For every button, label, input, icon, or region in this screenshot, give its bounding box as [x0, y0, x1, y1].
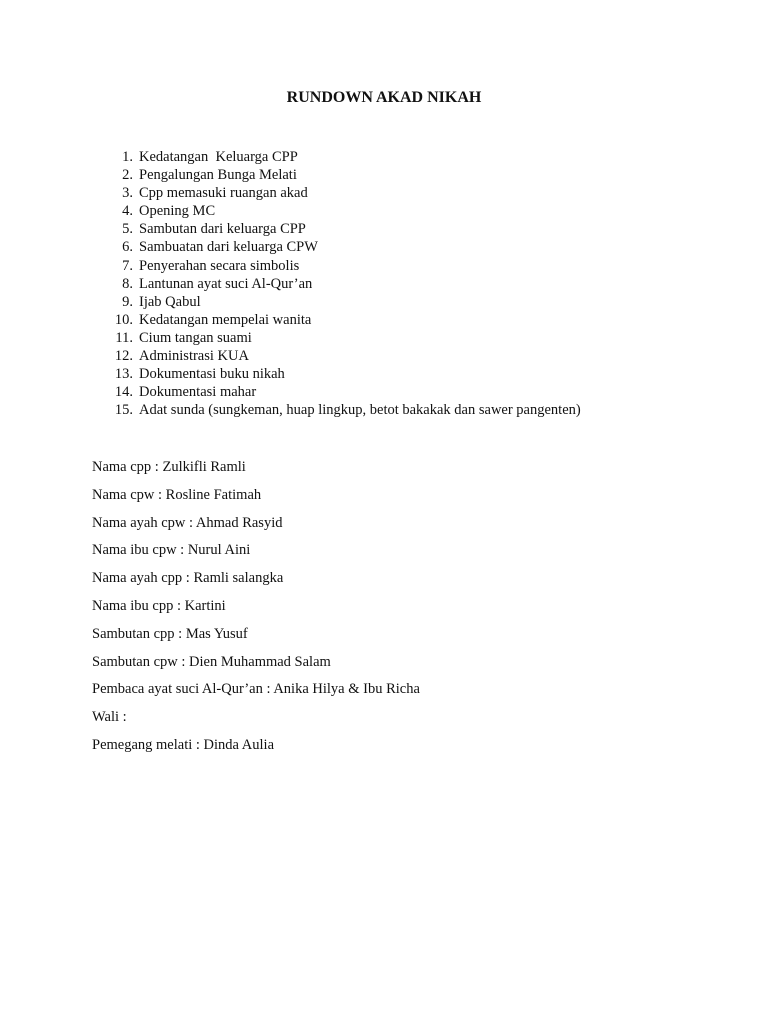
rundown-item-number: 9.	[122, 293, 133, 310]
info-sambutan-cpp: Sambutan cpp : Mas Yusuf	[92, 625, 248, 642]
rundown-item	[108, 329, 581, 347]
rundown-item	[108, 148, 581, 166]
rundown-item	[108, 401, 581, 419]
rundown-item-text: Sambutan dari keluarga CPP	[139, 221, 306, 238]
info-nama-ibu-cpp: Nama ibu cpp : Kartini	[92, 597, 226, 614]
rundown-item	[108, 311, 581, 329]
info-sambutan-cpw: Sambutan cpw : Dien Muhammad Salam	[92, 653, 331, 670]
rundown-item-number: 7.	[122, 257, 133, 274]
rundown-item-text: Cium tangan suami	[139, 329, 252, 346]
rundown-item	[108, 166, 581, 184]
info-nama-ayah-cpw: Nama ayah cpw : Ahmad Rasyid	[92, 514, 283, 531]
rundown-item-text: Kedatangan mempelai wanita	[139, 311, 312, 328]
rundown-item-number: 3.	[122, 185, 133, 202]
rundown-item-number: 12.	[114, 348, 133, 365]
rundown-item-text: Cpp memasuki ruangan akad	[139, 185, 308, 202]
info-nama-cpw: Nama cpw : Rosline Fatimah	[92, 486, 262, 503]
participants-info	[92, 457, 420, 763]
rundown-item-number: 5.	[122, 221, 133, 238]
rundown-item	[108, 347, 581, 365]
info-pembaca-ayat: Pembaca ayat suci Al-Qur’an : Anika Hilya & Ibu Richa	[92, 681, 420, 698]
rundown-item-number: 2.	[122, 167, 133, 184]
rundown-item	[108, 220, 581, 238]
info-nama-cpp: Nama cpp : Zulkifli Ramli	[92, 459, 246, 475]
info-pemegang-melati: Pemegang melati : Dinda Aulia	[92, 736, 275, 753]
rundown-item-number: 11.	[115, 329, 133, 346]
info-nama-ibu-cpw: Nama ibu cpw : Nurul Aini	[92, 542, 251, 559]
info-nama-ayah-cpp: Nama ayah cpp : Ramli salangka	[92, 570, 284, 587]
rundown-item-text: Lantunan ayat suci Al-Qur’an	[139, 275, 313, 292]
rundown-item-number: 13.	[114, 366, 133, 383]
rundown-item-number: 4.	[122, 203, 133, 220]
rundown-item	[108, 293, 581, 311]
rundown-item	[108, 184, 581, 202]
document-title: RUNDOWN AKAD NIKAH	[286, 89, 482, 106]
rundown-item	[108, 238, 581, 256]
rundown-item-number: 10.	[114, 311, 133, 328]
rundown-item-text: Kedatangan Keluarga CPP	[139, 149, 298, 165]
rundown-item-text: Dokumentasi mahar	[139, 384, 257, 401]
rundown-item-text: Penyerahan secara simbolis	[139, 257, 300, 274]
rundown-item	[108, 257, 581, 275]
rundown-item	[108, 202, 581, 220]
rundown-item-text: Adat sunda (sungkeman, huap lingkup, betot bakakak dan sawer pangenten)	[139, 402, 581, 419]
rundown-item-number: 6.	[122, 239, 133, 256]
rundown-item-text: Sambuatan dari keluarga CPW	[139, 239, 318, 256]
rundown-item-text: Administrasi KUA	[139, 348, 249, 365]
rundown-list	[108, 148, 581, 419]
rundown-item-number: 8.	[122, 275, 133, 292]
rundown-item-text: Pengalungan Bunga Melati	[139, 167, 297, 184]
rundown-item-number: 1.	[122, 149, 133, 165]
rundown-item	[108, 365, 581, 383]
rundown-item	[108, 383, 581, 401]
rundown-item	[108, 275, 581, 293]
rundown-item-number: 14.	[114, 384, 133, 401]
rundown-item-number: 15.	[114, 402, 133, 419]
rundown-item-text: Ijab Qabul	[139, 293, 201, 310]
rundown-item-text: Opening MC	[139, 203, 216, 220]
info-wali: Wali :	[92, 709, 127, 726]
rundown-item-text: Dokumentasi buku nikah	[139, 366, 285, 383]
